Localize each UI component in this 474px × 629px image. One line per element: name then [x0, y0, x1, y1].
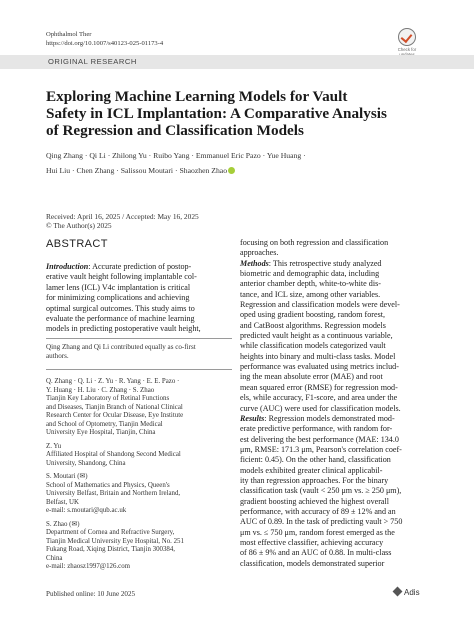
affiliation-line: Q. Zhang · Q. Li · Z. Yu · R. Yang · E. E. Pazo ·	[46, 378, 180, 385]
abstract-line: oped using gradient boosting, random forest,	[240, 310, 385, 320]
title-line: Exploring Machine Learning Models for Vault	[46, 88, 348, 105]
abstract-line: evaluate the performance of machine learning	[46, 314, 195, 324]
section-label: Methods	[240, 258, 269, 268]
journal-name: Ophthalmol Ther	[46, 31, 92, 38]
orcid-icon[interactable]	[228, 167, 235, 174]
abstract-line: focusing on both regression and classification	[240, 238, 389, 247]
title-line: of Regression and Classification Models	[46, 122, 304, 139]
contribution-note	[46, 343, 196, 361]
affiliation-line: Y. Huang · H. Liu · C. Zhang · S. Zhao	[46, 386, 155, 394]
note-line: Qing Zhang and Qi Li contributed equally as co-first	[46, 343, 196, 351]
received-accepted-dates: Received: April 16, 2025 / Accepted: May 16, 2025	[46, 212, 199, 221]
affiliation-line: University, Shandong, China	[46, 459, 126, 467]
publisher-logo	[394, 588, 420, 597]
note-line: authors.	[46, 352, 69, 360]
check-updates-label-1: Check for	[397, 47, 417, 52]
abstract-line: Results: Regression models demonstrated mod-	[240, 413, 395, 423]
abstract-line: performance was evaluated using metrics includ-	[240, 362, 399, 372]
check-updates-icon	[398, 28, 416, 46]
abstract-line: lamer lens (ICL) V4c implantation is critical	[46, 282, 191, 292]
abstract-line: AUC of 0.89. In the task of predicting vault > 750	[240, 517, 403, 527]
abstract-left-column	[46, 262, 232, 335]
affiliation-divider	[46, 369, 232, 370]
abstract-line: classification task (vault < 250 μm vs. ≥ 250 μm),	[240, 486, 402, 496]
affiliation-line: Department of Cornea and Refractive Surgery,	[46, 529, 175, 536]
affiliation-line: Fukang Road, Xiqing District, Tianjin 300384,	[46, 546, 176, 553]
abstract-line: for minimizing complications and achieving	[46, 293, 190, 303]
affiliation-line: Belfast, UK	[46, 498, 79, 506]
affiliation-line: and Diseases, Tianjin Branch of National Clinical	[46, 403, 183, 411]
abstract-line: approaches.	[240, 248, 279, 258]
abstract-line: ficient: 0.45). On the other hand, classification	[240, 455, 391, 465]
section-label: Results	[240, 413, 265, 423]
email-link[interactable]: e-mail: s.moutari@qub.ac.uk	[46, 507, 127, 514]
affiliation-line: Tianjin Key Laboratory of Retinal Functions	[46, 395, 170, 402]
abstract-line: els, while accuracy, F1-score, and area under the	[240, 393, 398, 403]
abstract-line: classification, models demonstrated superior	[240, 558, 385, 568]
abstract-line: gradient boosting achieved the highest overall	[240, 496, 390, 506]
affiliation-line: China	[46, 554, 63, 562]
article-dates	[46, 212, 199, 230]
affiliation-line: Tianjin Medical University Eye Hospital, No. 251	[46, 537, 184, 545]
abstract-line: est delivering the best performance (MAE: 134.0	[240, 434, 399, 444]
abstract-line: models in predicting postoperative vault height,	[46, 324, 201, 334]
abstract-line: mean squared error (RMSE) for regression mod-	[240, 382, 398, 392]
author-line-text: Hui Liu · Chen Zhang · Salissou Moutari · Shaozhen Zhao	[46, 166, 228, 175]
published-date: Published online: 10 June 2025	[46, 590, 136, 598]
affiliation-line: Z. Yu	[46, 442, 62, 450]
affiliation-line: and School of Optometry, Tianjin Medical	[46, 420, 163, 428]
affiliation-line: University Belfast, Britain and Northern Ireland,	[46, 490, 181, 497]
email-link[interactable]: e-mail: zhaosz1997@126.com	[46, 563, 131, 570]
introduction-label: Introduction	[46, 262, 89, 271]
abstract-line: μm vs. ≤ 750 μm, random forest emerged as the	[240, 527, 395, 537]
affiliation-line: University Eye Hospital, Tianjin, China	[46, 429, 156, 436]
abstract-line: curve (AUC) were used for classification models.	[240, 403, 401, 413]
abstract-right-column	[240, 238, 430, 569]
abstract-line: anterior chamber depth, white-to-white dis-	[240, 279, 381, 289]
abstract-line: biometric and demographic data, including	[240, 269, 380, 279]
author-line: Qing Zhang · Qi Li · Zhilong Yu · Ruibo Yang · Emmanuel Eric Pazo · Yue Huang ·	[46, 151, 306, 160]
affiliation-line: Affiliated Hospital of Shandong Second Medical	[46, 451, 181, 458]
check-for-updates-badge[interactable]	[396, 28, 418, 57]
footnote-divider	[46, 338, 232, 339]
abstract-line: erative vault height following implantable col-	[46, 272, 197, 282]
abstract-line: while classification models categorized vault	[240, 341, 386, 351]
abstract-heading: ABSTRACT	[46, 238, 108, 250]
abstract-line: of 86 ± 9% and an AUC of 0.88. In multi-class	[240, 548, 392, 558]
introduction-text: : Accurate prediction of postop-	[88, 262, 192, 271]
article-type: ORIGINAL RESEARCH	[48, 57, 137, 66]
doi-link[interactable]: https://doi.org/10.1007/s40123-025-01173-4	[46, 40, 164, 47]
abstract-line: erate predictive performance, with random for-	[240, 424, 393, 434]
affiliations	[46, 378, 184, 572]
abstract-line: Regression and classification models were devel-	[240, 300, 400, 310]
abstract-line	[46, 262, 232, 272]
abstract-line: ing the mean absolute error (MAE) and root	[240, 372, 383, 382]
corresponding-author: S. Moutari (✉)	[46, 473, 88, 480]
abstract-line: Methods: This retrospective study analyzed	[240, 258, 382, 268]
abstract-line: μm, RMSE: 171.3 μm, Pearson's correlation coef-	[240, 444, 402, 454]
abstract-line: tance, and ICL size, among other variables.	[240, 289, 381, 299]
title-line: Safety in ICL Implantation: A Comparative Analysis	[46, 105, 387, 122]
abstract-line: optimal surgical outcomes. This study aims to	[46, 303, 195, 313]
abstract-line: models exhibited greater clinical applicabil-	[240, 465, 383, 475]
abstract-line: ity than regression approaches. For the binary	[240, 475, 389, 485]
copyright-notice: © The Author(s) 2025	[46, 221, 112, 230]
article-title	[46, 88, 426, 139]
abstract-line: heights into binary and multi-class tasks. Model	[240, 351, 396, 361]
author-list	[46, 148, 306, 178]
adis-logo-icon	[393, 587, 403, 597]
abstract-line: performance, with accuracy of 89 ± 12% and an	[240, 506, 396, 516]
corresponding-author: S. Zhao (✉)	[46, 520, 80, 528]
abstract-line: most effective classifier, achieving accuracy	[240, 537, 384, 547]
publisher-name: Adis	[404, 588, 420, 597]
author-line	[46, 163, 306, 178]
abstract-line: predicted vault height as a continuous variable,	[240, 331, 393, 341]
abstract-line: and CatBoost algorithms. Regression models	[240, 320, 386, 330]
affiliation-line: Research Center for Ocular Disease, Eye Institute	[46, 412, 184, 419]
journal-header	[46, 30, 163, 48]
affiliation-line: School of Mathematics and Physics, Queen's	[46, 481, 170, 489]
